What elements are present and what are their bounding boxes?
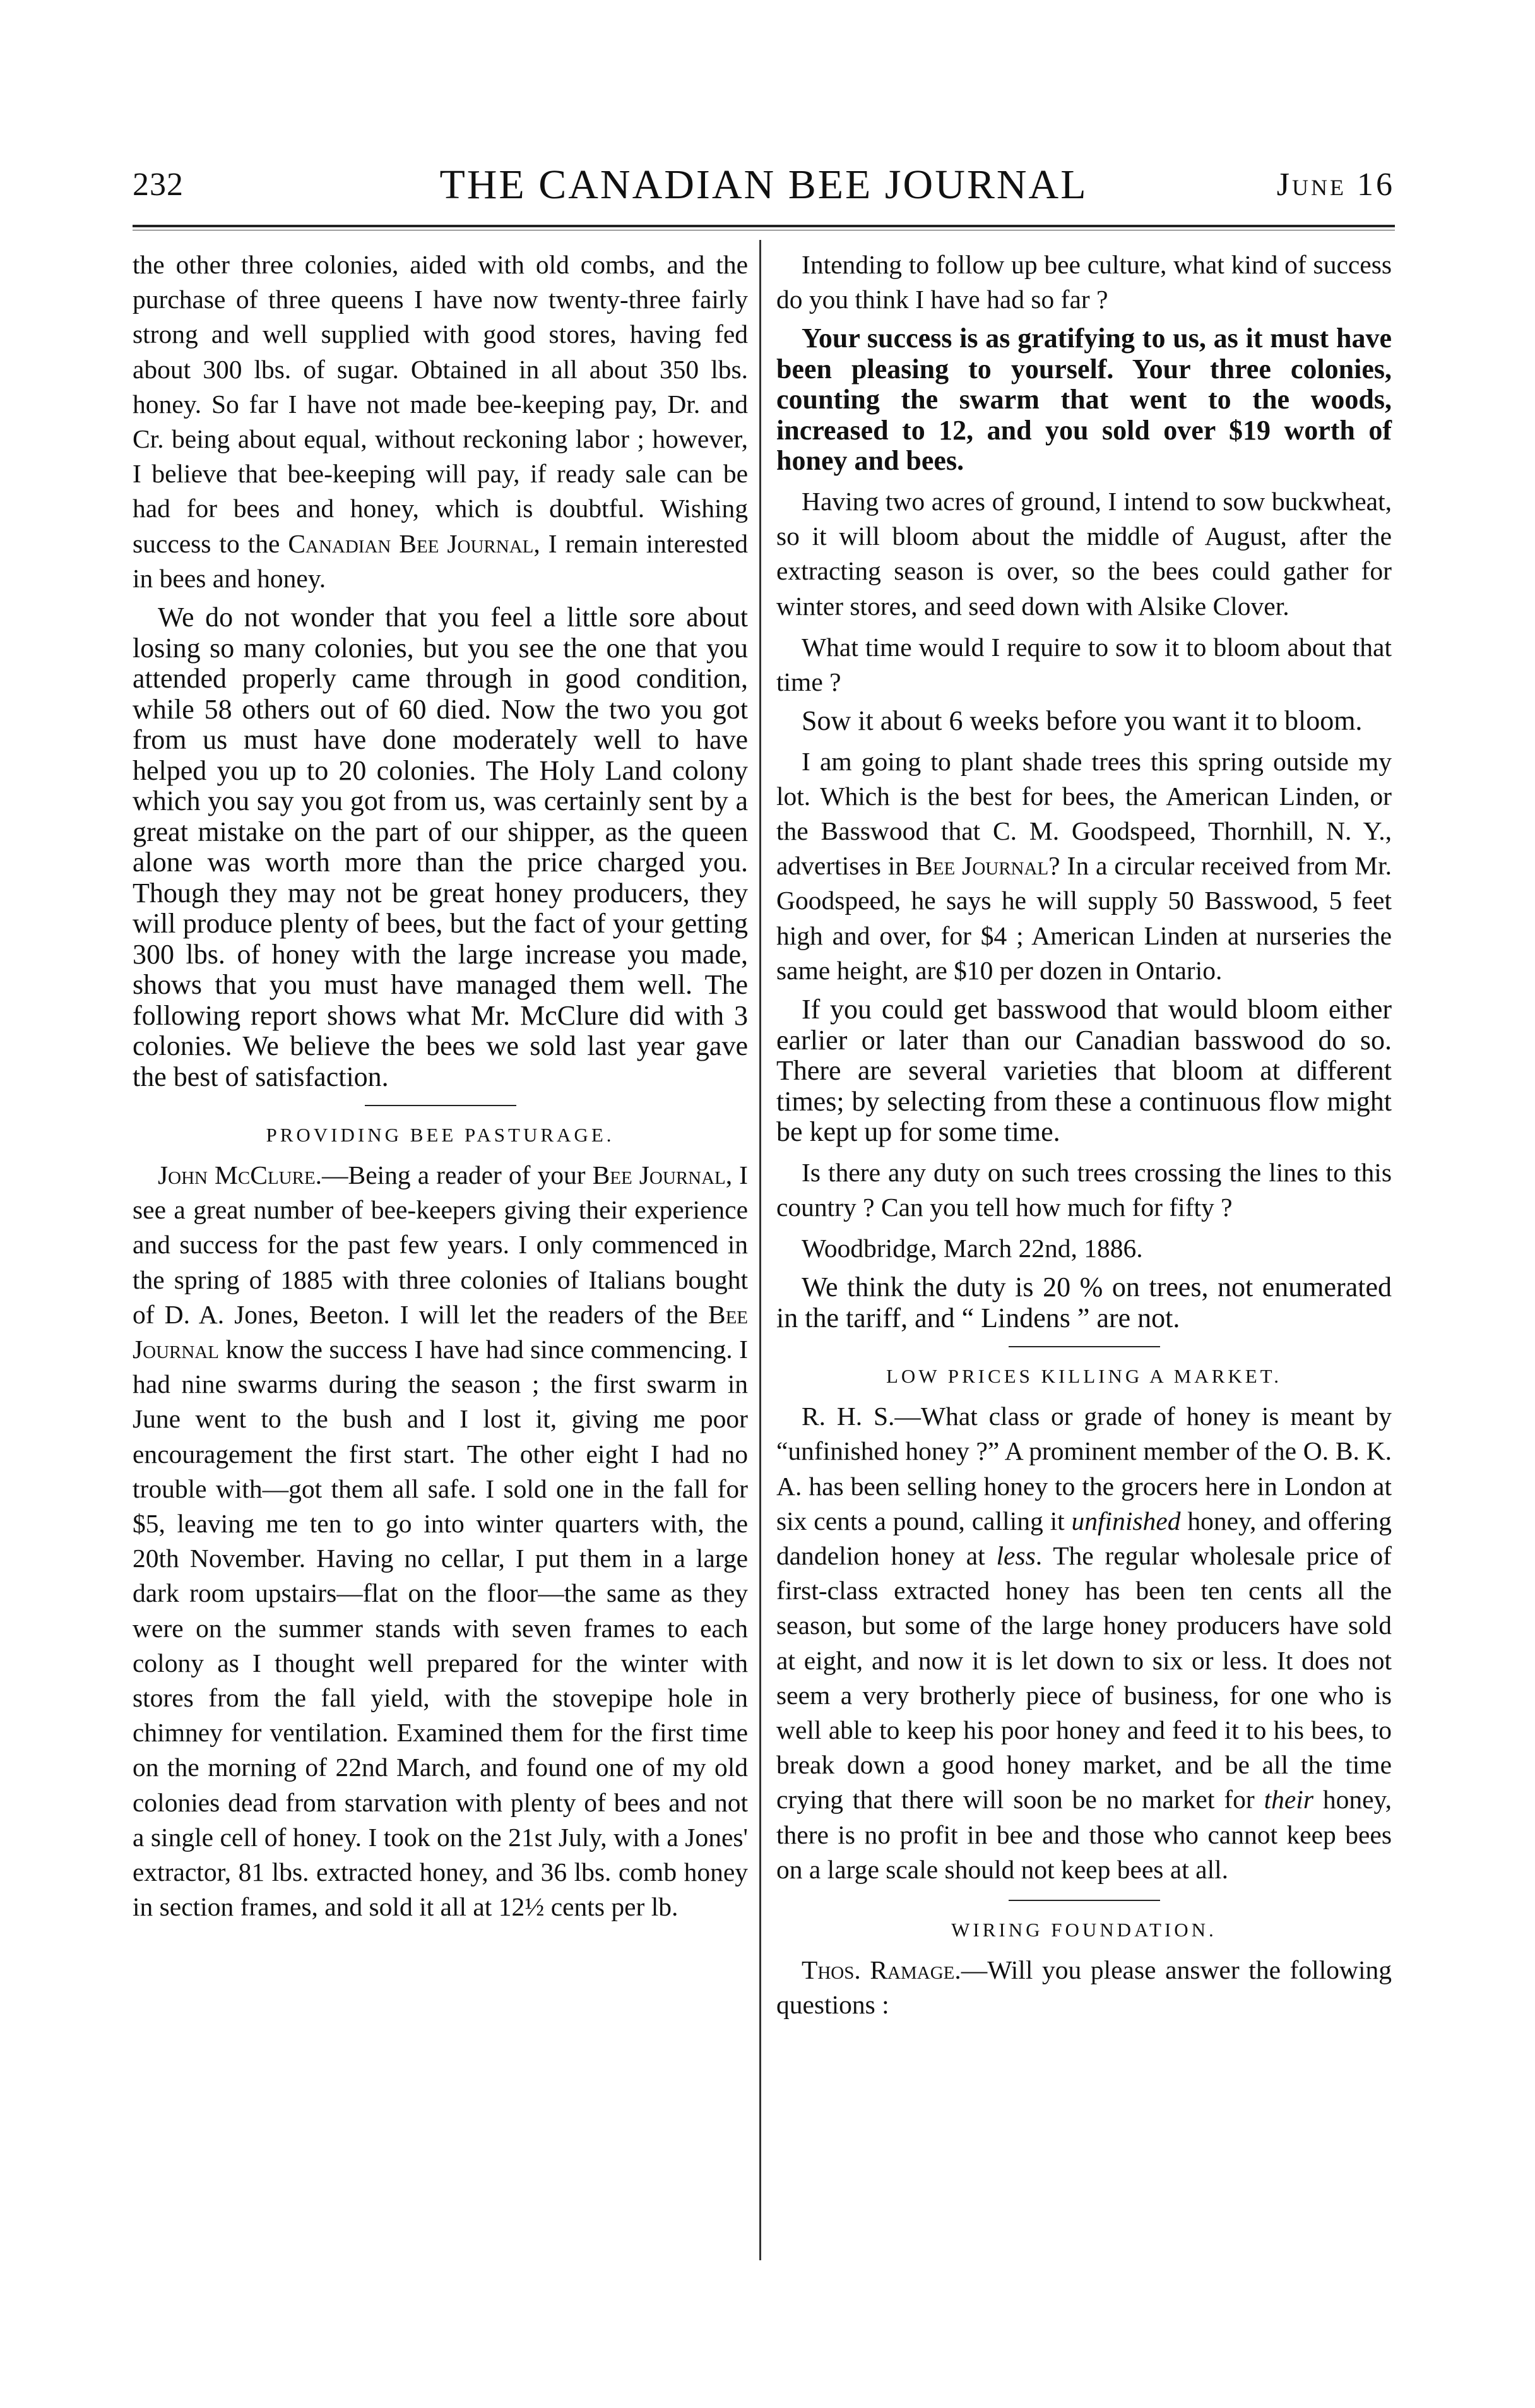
section-title: WIRING FOUNDATION. bbox=[951, 1919, 1217, 1941]
letter-text: —What class or grade of honey is meant by “unfinished honey ?” A prominent member of the O. B. K. A. has been selling honey to the grocers here in London at six cents a pound, calling it bbox=[776, 1402, 1392, 1535]
journal-name: Canadian Bee Journal bbox=[288, 528, 534, 558]
letter-text: ? In a circular received from Mr. Goodspeed, he says he will supply 50 Basswood, 5 feet high and over, for $4 ; American Linden at nurseries the same height, are $10 per dozen in Ontario. bbox=[776, 851, 1392, 985]
letter-text: know the success I have had since commencing. I had nine swarms during the season ; the first swarm in June went to the bush and I lost it, giving me poor encouragement the first start. The other eight I had no trouble with—got them all safe. I sold one in the fall for $5, leaving me ten to go into winter quarters with, the 20th November. Having no cellar, I put them in a large dark room upstairs—flat on the floor—the same as they were on the summer stands with seven frames to each colony as I thought well prepared for the winter with stores from the fall yield, with the stovepipe hole in chimney for ventilation. Examined them for the first time on the morning of 22nd March, and found one of my old colonies dead from starvation with plenty of bees and not a single cell of honey. I took on the 21st July, with a Jones' extractor, 81 lbs. extracted honey, and 36 lbs. comb honey in section frames, and sold it all at 12½ cents per lb. bbox=[133, 1335, 748, 1922]
column-divider bbox=[759, 240, 761, 2260]
right-column bbox=[776, 247, 1392, 2029]
section-title: PROVIDING BEE PASTURAGE. bbox=[266, 1124, 615, 1147]
letter-text: honey, there is no profit in bee and those who cannot keep bees on a large scale should not keep bees at all. bbox=[776, 1785, 1392, 1884]
letter-text: , I see a great number of bee-keepers giving their experience and success for the past few years. I only commenced in the spring of 1885 with three colonies of Italians bought of D. A. Jones, Beeton. I will let the readers of the bbox=[133, 1160, 749, 1329]
letter-author: R. H. S. bbox=[802, 1402, 895, 1431]
answer-sowing-time: Sow it about 6 weeks before you want it to bloom. bbox=[802, 705, 1363, 737]
section-heading-wiring bbox=[776, 1900, 1392, 1941]
ramage-letter bbox=[776, 1953, 1392, 2022]
emphasis: less bbox=[996, 1541, 1036, 1570]
question-success: Intending to follow up bee culture, what kind of success do you think I have had so far ? bbox=[776, 250, 1392, 314]
answer-success: Your success is as gratifying to us, as it must have been pleasing to yourself. Your three colonies, counting the swarm that went to the woods, increased to 12, and you sold over $19 worth of honey and bees. bbox=[776, 323, 1392, 477]
emphasis: their bbox=[1264, 1785, 1313, 1815]
page-header bbox=[133, 161, 1395, 212]
letter-text: the other three colonies, aided with old combs, and the purchase of three queens I have now twenty-three fairly strong and well supplied with good stores, having fed about 300 lbs. of sugar. Obtained in all about 350 lbs. honey. So far I have not made bee-keeping pay, Dr. and Cr. being about equal, without reckoning labor ; however, I believe that bee-keeping will pay, if ready sale can be had for bees and honey, which is doubtful. Wishing success to the bbox=[133, 250, 748, 558]
journal-name: Bee Journal bbox=[915, 851, 1049, 881]
letter-text: , I remain interested in bees and honey. bbox=[133, 528, 748, 593]
question-sowing-time: What time would I require to sow it to bloom about that time ? bbox=[776, 632, 1392, 696]
section-rule bbox=[1009, 1346, 1160, 1347]
editor-reply: We do not wonder that you feel a little sore about losing so many colonies, but you see the one that you attended properly came through in good condition, while 58 others out of 60 died. Now the two you got from us must have done moderately well to have helped you up to 20 colonies. The Holy Land colony which you say you got from us, was certainly sent by a great mistake on the part of our shipper, as the queen alone was worth more than the price charged you. Though they may not be great honey producers, they will produce plenty of bees, but the fact of your getting 300 lbs. of honey with the large increase you made, shows that you must have managed them well. The following report shows what Mr. McClure did with 3 colonies. We believe the bees we sold last year gave the best of satisfaction. bbox=[133, 602, 748, 1092]
journal-title: THE CANADIAN BEE JOURNAL bbox=[439, 162, 1088, 208]
question-duty: Is there any duty on such trees crossing the lines to this country ? Can you tell how much for fifty ? bbox=[776, 1157, 1392, 1222]
journal-name: Bee Journal bbox=[592, 1160, 726, 1190]
letter-text: honey, and offering dandelion honey at bbox=[776, 1506, 1392, 1570]
emphasis: unfinished bbox=[1071, 1506, 1181, 1535]
answer-duty: We think the duty is 20 % on trees, not enumerated in the tariff, and “ Lindens ” are not. bbox=[776, 1272, 1392, 1333]
letter-author: Thos. Ramage. bbox=[802, 1955, 961, 1984]
page-number: 232 bbox=[133, 167, 184, 203]
letter-signoff: Woodbridge, March 22nd, 1886. bbox=[802, 1233, 1143, 1263]
answer-shade-trees: If you could get basswood that would bloom either earlier or later than our Canadian basswood do so. There are several varieties that bloom at different times; by selecting from these a continuous flow might be kept up for some time. bbox=[776, 994, 1392, 1148]
section-heading-low-prices bbox=[776, 1346, 1392, 1388]
left-column bbox=[133, 247, 748, 1931]
header-rule bbox=[133, 225, 1395, 227]
letter-conclusion bbox=[133, 247, 748, 596]
issue-date: June 16 bbox=[1276, 167, 1395, 203]
section-heading-pasturage bbox=[133, 1105, 748, 1147]
letter-text: . The regular wholesale price of first-class extracted honey has been ten cents all the season, but some of the large honey producers have sold at eight, and now it is let down to six or less. It does not seem a very brotherly piece of business, for one who is well able to keep his poor honey and feed it to his bees, to break down a good honey market, and be all the time crying that there will soon be no market for bbox=[776, 1541, 1392, 1815]
letter-text: —Will you please answer the following questions : bbox=[776, 1955, 1392, 2020]
section-title: LOW PRICES KILLING A MARKET. bbox=[886, 1365, 1283, 1388]
rhs-letter bbox=[776, 1399, 1392, 1887]
letter-text: I am going to plant shade trees this spring outside my lot. Which is the best for bees, the American Linden, or the Basswood that C. M. Goodspeed, Thornhill, N. Y., advertises in bbox=[776, 746, 1392, 881]
question-shade-trees bbox=[776, 744, 1392, 988]
letter-text: —Being a reader of your bbox=[322, 1160, 586, 1190]
section-rule bbox=[365, 1105, 516, 1106]
question-buckwheat: Having two acres of ground, I intend to sow buckwheat, so it will bloom about the middle of August, after the extracting season is over, so the bees could gather for winter stores, and seed down with Alsike Clover. bbox=[776, 486, 1392, 621]
journal-name: Bee Journal bbox=[133, 1299, 749, 1364]
mcclure-letter bbox=[133, 1158, 748, 1924]
letter-author: John McClure. bbox=[158, 1160, 323, 1190]
section-rule bbox=[1009, 1900, 1160, 1901]
